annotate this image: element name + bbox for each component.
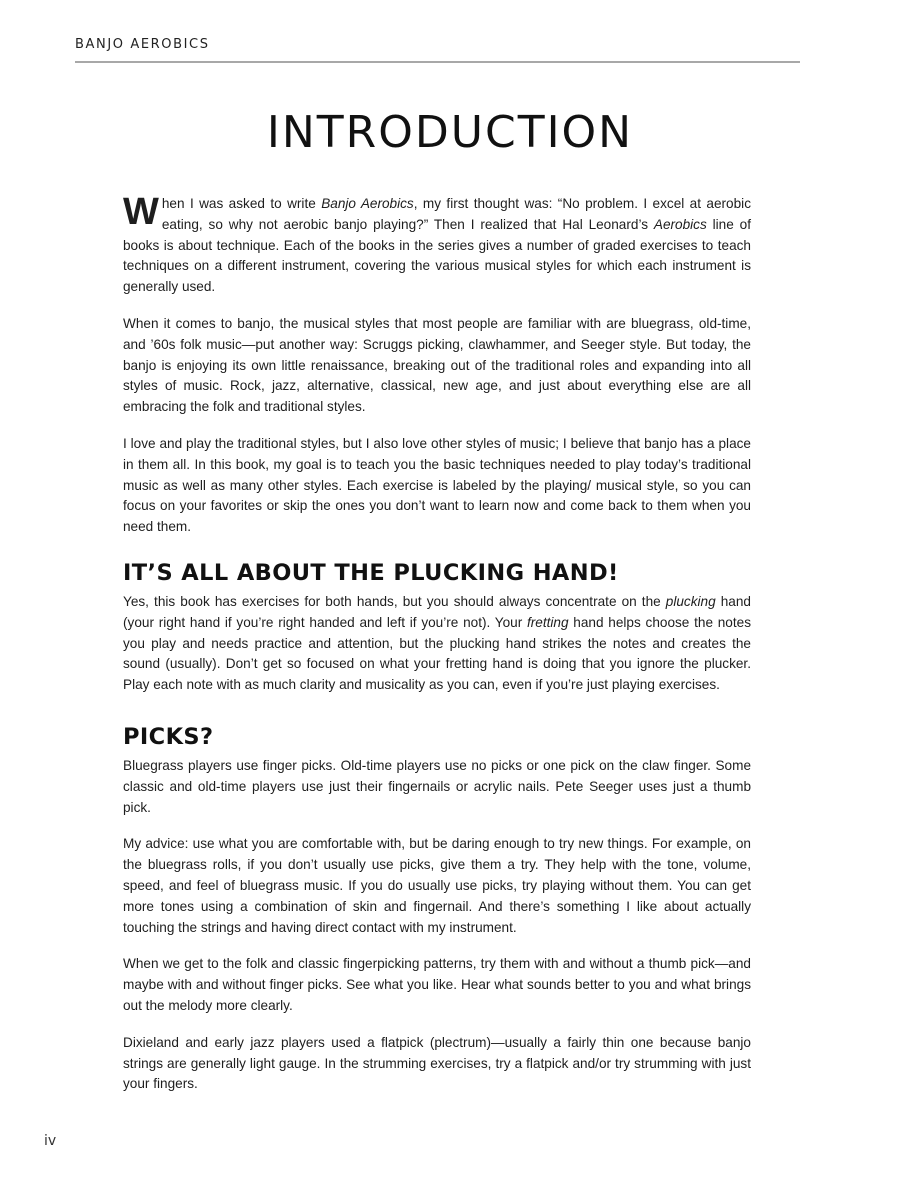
drop-cap: W — [123, 191, 159, 233]
page-body — [123, 191, 752, 1111]
page-number: iv — [44, 1133, 57, 1149]
intro-paragraph-1: When I was asked to write Banjo Aerobics, my first thought was: “No problem. I excel at aerobic eating, so why not aerobic banjo playing?” Then I realized that Hal Leonard’s Aerobics line of books is about technique. Each of the books in the series gives a number of graded exercises to teach techniques on a different instrument, covering the various musical styles for which each instrument is generally used. — [123, 191, 751, 295]
picks-paragraph-4: Dixieland and early jazz players used a flatpick (plectrum)—usually a fairly thin one because banjo strings are generally light gauge. In the strumming exercises, try a flatpick and/or try strumming with just your fingers. — [123, 1034, 751, 1092]
intro-paragraph-3: I love and play the traditional styles, but I also love other styles of music; I believe that banjo has a place in them all. In this book, my goal is to teach you the basic techniques needed to play today’s traditional music as well as many other styles. Each exercise is labeled by the playing/ musical style, so you can focus on your favorites or skip the ones you don’t want to learn now and come back to them when you need them. — [123, 435, 751, 535]
running-head: BANJO AEROBICS — [75, 37, 210, 52]
page-title: INTRODUCTION — [266, 107, 634, 158]
section-heading-plucking-hand: IT’S ALL ABOUT THE PLUCKING HAND! — [123, 559, 619, 586]
picks-paragraph-3: When we get to the folk and classic fingerpicking patterns, try them with and without a thumb pick—and maybe with and without finger picks. See what you like. Hear what sounds better to you and what brings out the melody more clearly. — [123, 956, 751, 1013]
plucking-hand-paragraph: Yes, this book has exercises for both hands, but you should always concentrate on the plucking hand (your right hand if you’re right handed and left if you’re not). Your fretting hand helps choose the notes you play and needs practice and attention, but the plucking hand strikes the notes and creates the sound (usually). Don’t get so focused on what your fretting hand is doing that you ignore the plucker. Play each note with as much clarity and musicality as you can, even if you’re just playing exercises. — [123, 593, 752, 693]
picks-paragraph-2: My advice: use what you are comfortable with, but be daring enough to try new things. For example, on the bluegrass rolls, if you don’t usually use picks, give them a try. They help with the tone, volume, speed, and feel of bluegrass music. If you do usually use picks, try playing without them. You can get more tones using a combination of skin and fingernail. And there’s something I like about actually touching the strings and having direct contact with my instrument. — [123, 836, 751, 935]
picks-paragraph-1: Bluegrass players use finger picks. Old-time players use no picks or one pick on the claw finger. Some classic and old-time players use just their fingernails or acrylic nails. Pete Seeger uses just a thumb pick. — [123, 757, 751, 815]
intro-paragraph-2: When it comes to banjo, the musical styles that most people are familiar with are bluegrass, old-time, and ’60s folk music—put another way: Scruggs picking, clawhammer, and Seeger style. But today, the banjo is enjoying its own little renaissance, breaking out of the traditional roles and expanding into all styles of music. Rock, jazz, alternative, classical, new age, and just about everything else are all embracing the folk and traditional styles. — [123, 315, 751, 415]
section-heading-picks: PICKS? — [123, 723, 214, 750]
header-rule — [75, 61, 800, 63]
